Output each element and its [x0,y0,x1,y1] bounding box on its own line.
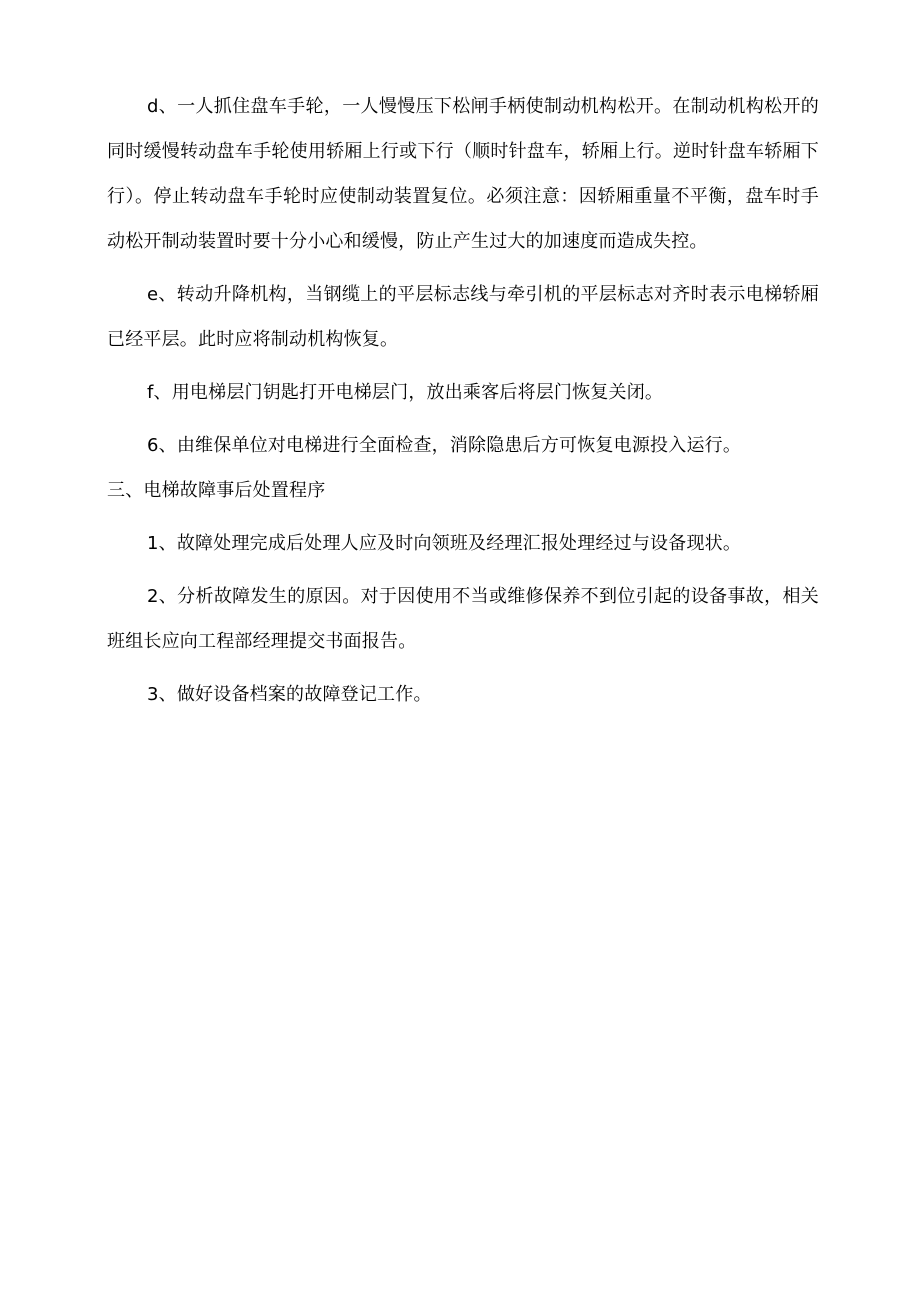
paragraph-step-e: e、转动升降机构，当钢缆上的平层标志线与牵引机的平层标志对齐时表示电梯轿厢已经平层。此时应将制动机构恢复。 [107,284,819,350]
paragraph-step-f: f、用电梯层门钥匙打开电梯层门，放出乘客后将层门恢复关闭。 [147,382,664,403]
document-body [107,84,819,717]
section-item-3: 3、做好设备档案的故障登记工作。 [147,684,432,705]
paragraph-step-d: d、一人抓住盘车手轮，一人慢慢压下松闸手柄使制动机构松开。在制动机构松开的同时缓慢转动盘车手轮使用轿厢上行或下行（顺时针盘车，轿厢上行。逆时针盘车轿厢下行）。停止转动盘车手轮时应使制动装置复位。必须注意：因轿厢重量不平衡，盘车时手动松开制动装置时要十分小心和缓慢，防止产生过大的加速度而造成失控。 [107,96,819,252]
section-item-2: 2、分析故障发生的原因。对于因使用不当或维修保养不到位引起的设备事故，相关班组长应向工程部经理提交书面报告。 [107,586,819,652]
section-heading: 三、电梯故障事后处置程序 [107,480,326,501]
paragraph-step-6: 6、由维保单位对电梯进行全面检查，消除隐患后方可恢复电源投入运行。 [147,435,742,456]
section-item-1: 1、故障处理完成后处理人应及时向领班及经理汇报处理经过与设备现状。 [147,533,742,554]
